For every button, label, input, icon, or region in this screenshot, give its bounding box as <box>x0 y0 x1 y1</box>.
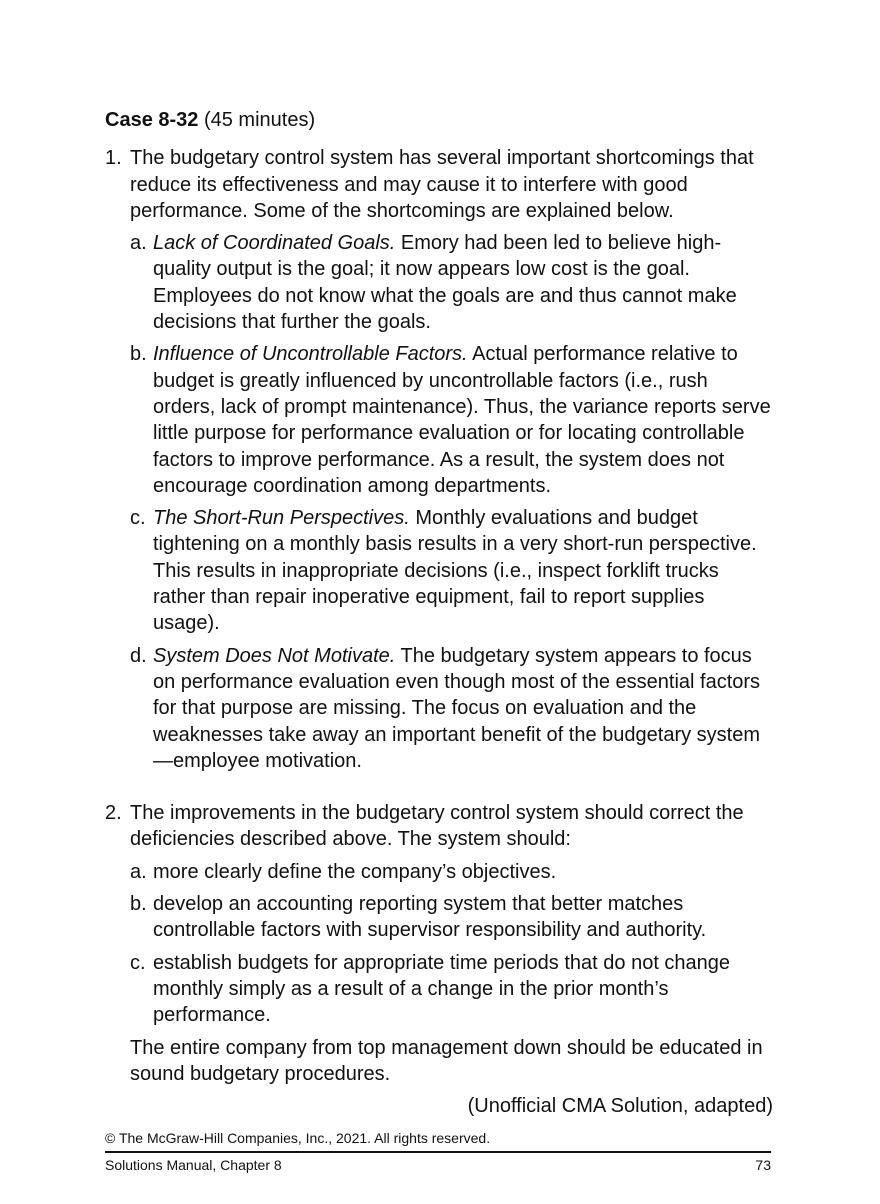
shortcoming-b: b. Influence of Uncontrollable Factors. Actual performance relative to budget is greatly influenced by uncontrollable factors (i.e., rush orders, lack of prompt maintenance). Thus, the variance reports serve little purpose for performance evaluation or for locating controllable factors to improve performance. As a result, the system does not encourage coordination among departments. <box>130 343 771 497</box>
shortcoming-d: d. System Does Not Motivate. The budgetary system appears to focus on performance evaluation even though most of the essential factors for that purpose are missing. The focus on evaluation and the weaknesses take away an important benefit of the budgetary system—employee motivation. <box>130 644 761 772</box>
footer <box>105 1156 771 1174</box>
document-page <box>105 107 773 1119</box>
improvement-a: a. more clearly define the company’s objectives. <box>130 860 557 883</box>
answer-1: 1. The budgetary control system has several important shortcomings that reduce its effectiveness and may cause it to interfere with good performance. Some of the shortcomings are explained below. a. Lack of Coordinated Goals. Emory had been led to believe high-quality output is the goal; it now appears low cost is the goal. Employees do not know what the goals are and thus cannot make decisions that further the goals. b. Influence of Uncontrollable Factors. Actual performance relative to budget is greatly influenced by uncontrollable factors (i.e., rush orders, lack of prompt maintenance). Thus, the variance reports serve little purpose for performance evaluation or for locating controllable factors to improve performance. As a result, the system does not encourage coordination among departments. c. The Short-Run Perspectives. Monthly evaluations and budget tightening on a monthly basis results in a very short-run perspective. This results in inappropriate decisions (i.e., inspect forklift trucks rather than repair inoperative equipment, fail to report supplies usage). d. System Does Not Motivate. The budgetary system appears to focus on performance evaluation even though most of the essential factors for that purpose are missing. The focus on evaluation and the weaknesses take away an important benefit of the budgetary system—employee motivation. <box>105 145 773 774</box>
shortcoming-a: a. Lack of Coordinated Goals. Emory had been led to believe high-quality output is the goal; it now appears low cost is the goal. Employees do not know what the goals are and thus cannot make decisions that further the goals. <box>130 232 737 334</box>
copyright: © The McGraw-Hill Companies, Inc., 2021. All rights reserved. <box>105 1130 491 1147</box>
page-number: 73 <box>755 1157 771 1174</box>
source-credit: (Unofficial CMA Solution, adapted) <box>467 1095 773 1118</box>
footer-chapter: Solutions Manual, Chapter 8 <box>105 1157 282 1174</box>
closing-note: The entire company from top management down should be educated in sound budgetary procedures. <box>130 1036 763 1085</box>
footer-rule <box>105 1151 771 1153</box>
answer-2: 2. The improvements in the budgetary control system should correct the deficiencies described above. The system should: a. more clearly define the company’s objectives. b. develop an accounting reporting system that better matches controllable factors with supervisor responsibility and authority. c. establish budgets for appropriate time periods that do not change monthly simply as a result of a change in the prior month’s performance. The entire company from top management down should be educated in sound budgetary procedures. <box>105 800 773 1087</box>
shortcoming-c: c. The Short-Run Perspectives. Monthly evaluations and budget tightening on a monthly basis results in a very short-run perspective. This results in inappropriate decisions (i.e., inspect forklift trucks rather than repair inoperative equipment, fail to report supplies usage). <box>130 507 757 635</box>
case-title: Case 8-32 (45 minutes) <box>105 109 316 131</box>
improvement-c: c. establish budgets for appropriate time periods that do not change monthly simply as a result of a change in the prior month’s performance. <box>130 951 731 1027</box>
improvement-b: b. develop an accounting reporting system that better matches controllable factors with supervisor responsibility and authority. <box>130 893 707 942</box>
